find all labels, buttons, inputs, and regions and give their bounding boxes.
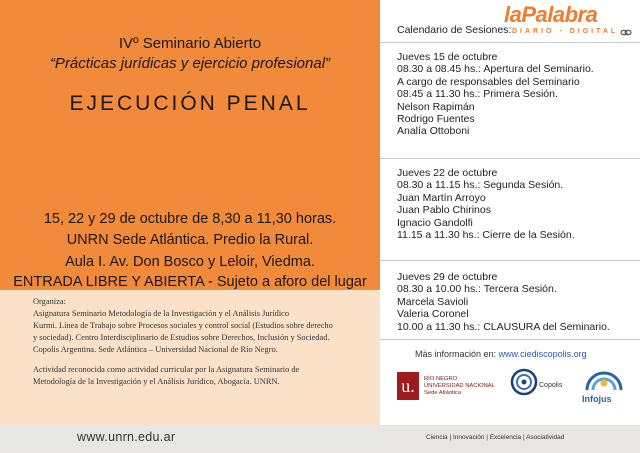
organizers-line: Copolis Argentina. Sede Atlántica – Universidad Nacional de Río Negro. (33, 345, 278, 354)
session-block (397, 51, 594, 138)
event-venue: UNRN Sede Atlántica. Predio la Rural. (66, 232, 314, 248)
unrn-mark-icon: u. (397, 372, 419, 400)
copolis-ring-icon (510, 368, 538, 396)
more-info-label: Más información en: (415, 349, 497, 359)
infojus-logo (580, 366, 630, 408)
unrn-logo (397, 372, 522, 400)
organizers-line: Asignatura Seminario Metodología de la Investigación y el Análisis Jurídico (33, 309, 290, 318)
calendar-title: Calendario de Sesiones: (397, 24, 512, 36)
session-line: 08.30 a 10.00 hs.: Tercera Sesión. (397, 283, 557, 296)
session-line: Valeria Coronel (397, 308, 469, 321)
session-line: Marcela Savioli (397, 295, 469, 308)
infojus-wave-icon (584, 366, 624, 392)
divider (380, 260, 640, 261)
organizers-heading: Organiza: (33, 297, 66, 306)
session-line: 08.30 a 08.45 hs.: Apertura del Seminario. (397, 63, 594, 76)
curricular-note: Metodología de la Investigación y el Análisis Jurídico, Abogacía. UNRN. (33, 377, 280, 386)
session-date: Jueves 15 de octubre (397, 51, 498, 63)
divider (380, 339, 640, 340)
footer-bar (0, 425, 640, 453)
copolis-label: Copolis (539, 382, 563, 389)
unrn-text: RÍO NEGRO UNIVERSIDAD NACIONAL Sede Atlántica (424, 376, 495, 396)
session-line: Analía Ottoboni (397, 125, 470, 138)
session-line: A cargo de responsables del Seminario (397, 75, 580, 88)
session-line: Juan Pablo Chirinos (397, 204, 491, 217)
copolis-logo (510, 366, 578, 402)
main-title: EJECUCIÓN PENAL (69, 92, 311, 115)
link-icon (620, 29, 632, 36)
more-info-link[interactable]: www.ciediscopolis.org (498, 349, 587, 359)
session-line: Ignacio Gandolfi (397, 216, 473, 229)
more-info (415, 349, 587, 359)
session-line: Juan Martín Arroyo (397, 191, 486, 204)
footer-url[interactable]: www.unrn.edu.ar (77, 430, 176, 444)
event-dates: 15, 22 y 29 de octubre de 8,30 a 11,30 horas. (43, 211, 337, 227)
curricular-note: Actividad reconocida como actividad curricular por la Asignatura Seminario de (33, 365, 300, 374)
organizers-line: Kurmi. Línea de Trabajo sobre Procesos sociales y control social (Estudios sobre derecho (33, 321, 333, 330)
event-entry: ENTRADA LIBRE Y ABIERTA - Sujeto a aforo del lugar (13, 274, 367, 290)
session-date: Jueves 22 de octubre (397, 167, 498, 179)
session-line: 08.30 a 11.15 hs.: Segunda Sesión. (397, 179, 564, 192)
session-line: 08.45 a 11.30 hs.: Primera Sesión. (397, 88, 558, 101)
organizers-box (0, 290, 380, 425)
divider (380, 42, 640, 43)
seminar-line: IVº Seminario Abierto (118, 35, 262, 52)
organizers-line: y sociedad). Centro Interdisciplinario de Estudios sobre Derechos, Inclusión y Sociedad. (33, 333, 330, 342)
session-line: 10.00 a 11.30 hs.: CLAUSURA del Seminario. (397, 320, 610, 333)
divider (380, 158, 640, 159)
infojus-label: Infojus (582, 394, 612, 404)
lapalabra-logo (500, 2, 640, 42)
session-line: 11.15 a 11.30 hs.: Cierre de la Sesión. (397, 229, 575, 242)
session-block (397, 271, 610, 333)
logo-sub: DIARIO · DIGITAL (512, 28, 619, 35)
session-date: Jueves 29 de octubre (397, 271, 498, 283)
footer-tagline: Ciencia | Innovación | Excelencia | Asociatividad (426, 434, 565, 441)
seminar-subtitle: “Prácticas jurídicas y ejercicio profesional” (49, 55, 331, 72)
session-block (397, 167, 575, 241)
session-line: Nelson Rapimán (397, 100, 475, 113)
event-address: Aula I. Av. Don Bosco y Leloir, Viedma. (65, 254, 315, 270)
session-line: Rodrigo Fuentes (397, 113, 475, 126)
logo-word: laPalabra (504, 2, 598, 27)
